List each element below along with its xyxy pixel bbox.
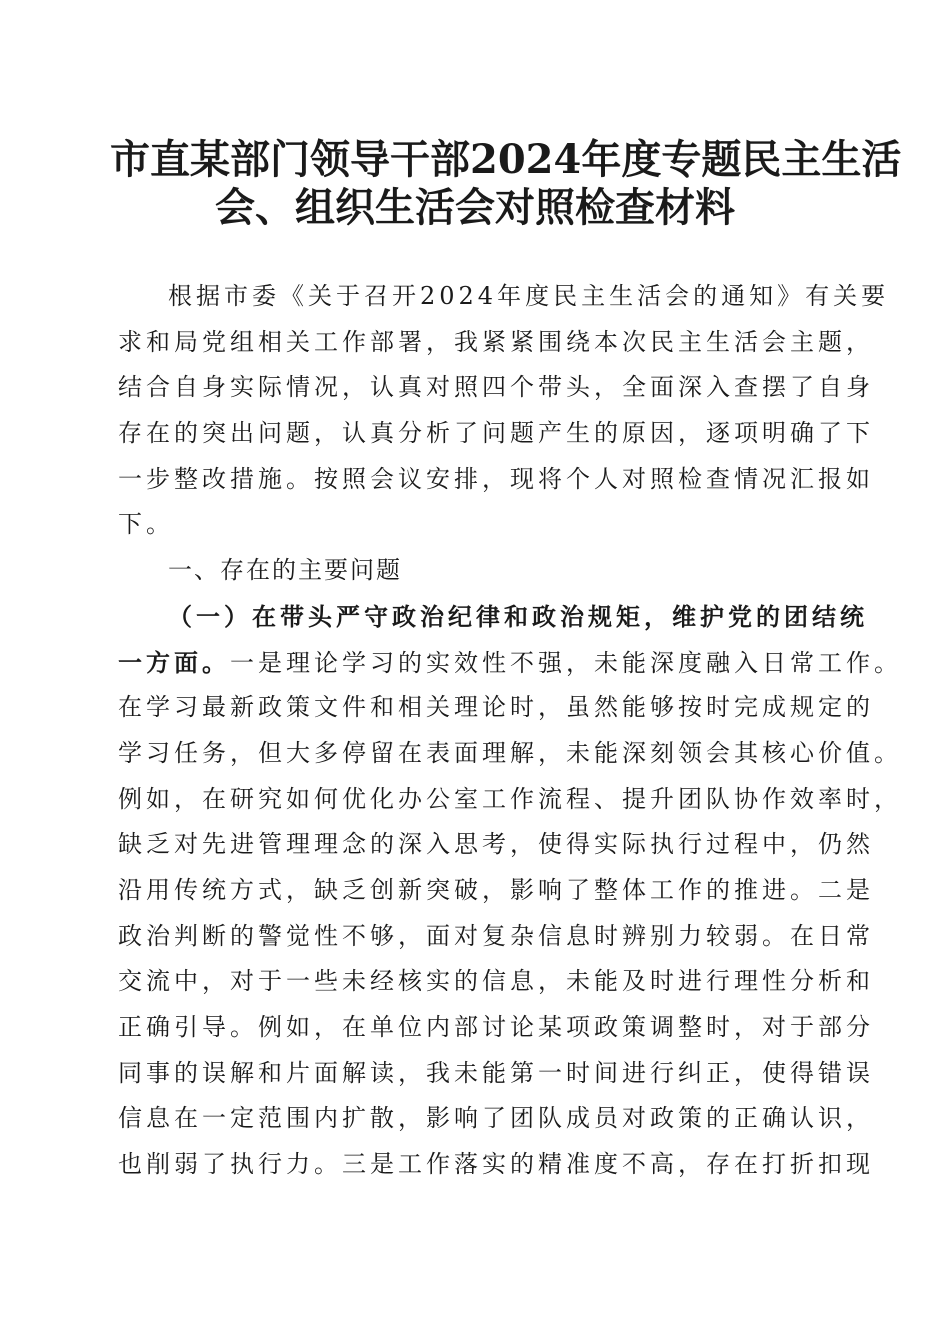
sub-heading-body-start: 一是理论学习的实效性不强，未能深度融入日常工作。 [230,648,902,677]
body-line-11: 也削弱了执行力。三是工作落实的精准度不高，存在打折扣现 [118,1150,874,1179]
sub-heading-line-1: （一）在带头严守政治纪律和政治规矩，维护党的团结统 [168,601,868,631]
body-line-4: 缺乏对先进管理理念的深入思考，使得实际执行过程中，仍然 [118,830,874,859]
body-line-1: 在学习最新政策文件和相关理论时，虽然能够按时完成规定的 [118,693,874,722]
intro-line-6: 下。 [118,510,174,539]
section-heading: 一、存在的主要问题 [168,556,402,585]
body-line-8: 正确引导。例如，在单位内部讨论某项政策调整时，对于部分 [118,1013,874,1041]
intro-line-2: 求和局党组相关工作部署，我紧紧围绕本次民主生活会主题， [118,327,874,356]
body-line-10: 信息在一定范围内扩散，影响了团队成员对政策的正确认识， [118,1104,874,1133]
document-body [118,274,902,1188]
body-line-3: 例如，在研究如何优化办公室工作流程、提升团队协作效率时， [118,784,902,813]
body-line-2: 学习任务，但大多停留在表面理解，未能深刻领会其核心价值。 [118,738,902,767]
body-line-5: 沿用传统方式，缺乏创新突破，影响了整体工作的推进。二是 [118,875,874,904]
intro-line-5: 一步整改措施。按照会议安排，现将个人对照检查情况汇报如 [118,464,874,493]
intro-line-4: 存在的突出问题，认真分析了问题产生的原因，逐项明确了下 [118,419,874,448]
title-line-2: 会、组织生活会对照检查材料 [215,184,735,231]
document-title [110,136,902,232]
title-line-1: 市直某部门领导干部2024年度专题民主生活 [110,136,902,183]
intro-line-1: 根据市委《关于召开2024年度民主生活会的通知》有关要 [168,282,890,310]
sub-heading-line-2 [118,640,902,686]
body-line-9: 同事的误解和片面解读，我未能第一时间进行纠正，使得错误 [118,1058,874,1087]
sub-heading-bold-end: 一方面。 [118,647,230,677]
body-line-6: 政治判断的警觉性不够，面对复杂信息时辨别力较弱。在日常 [118,921,874,950]
intro-line-3: 结合自身实际情况，认真对照四个带头，全面深入查摆了自身 [118,373,874,402]
body-line-7: 交流中，对于一些未经核实的信息，未能及时进行理性分析和 [118,967,874,996]
